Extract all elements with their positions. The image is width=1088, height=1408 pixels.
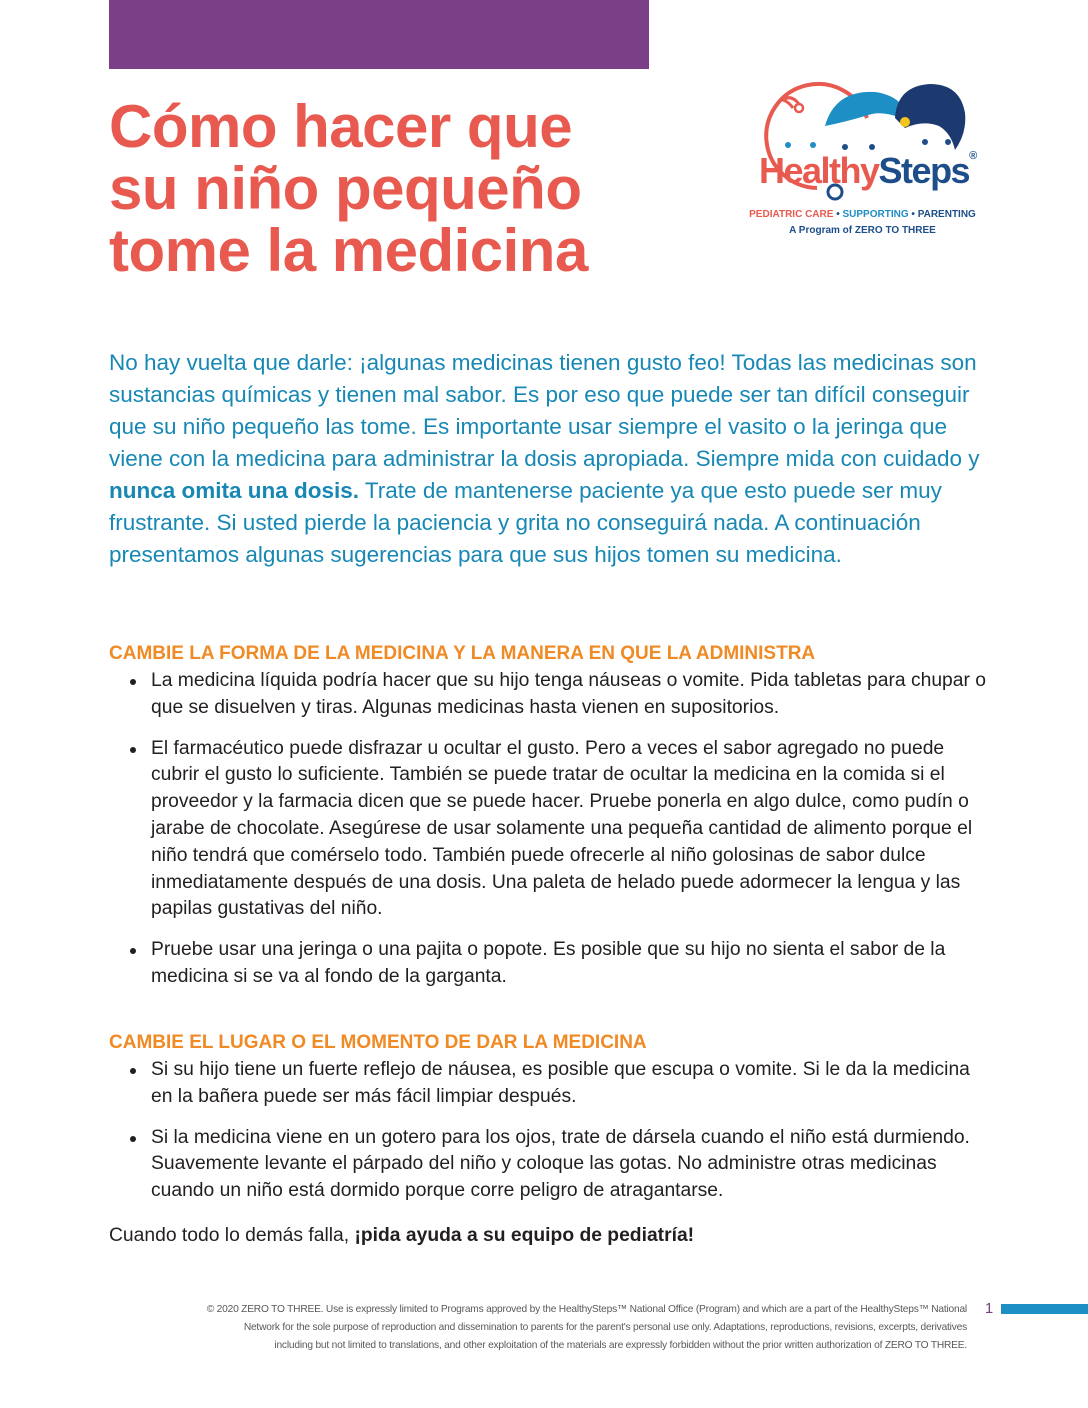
bullet-list	[109, 1057, 989, 1205]
section-heading: CAMBIE EL LUGAR O EL MOMENTO DE DAR LA MEDICINA	[109, 1032, 647, 1053]
closing-emphasis: ¡pida ayuda a su equipo de pediatría!	[354, 1225, 695, 1246]
closing-line	[109, 1222, 694, 1249]
logo-word-steps: Steps	[878, 150, 970, 191]
intro-emphasis: nunca omita una dosis.	[109, 478, 360, 503]
copyright-footer	[105, 1301, 967, 1355]
footer-line: Network for the sole purpose of reproduction and dissemination to parents for the parent's personal use only. Adaptations, reproductions, revisions, excerpts, derivatives	[243, 1322, 967, 1333]
closing-text: Cuando todo lo demás falla,	[109, 1225, 355, 1246]
list-item: Si su hijo tiene un fuerte reflejo de náusea, es posible que escupa o vomite. Si le da la medicina en la bañera puede ser más fácil limpiar después.	[109, 1057, 989, 1111]
tagline-pediatric-care: PEDIATRIC CARE	[749, 209, 834, 220]
title-line: su niño pequeño	[109, 155, 582, 222]
header-accent-bar	[109, 0, 649, 69]
registered-mark: ®	[969, 150, 976, 162]
logo-tagline	[735, 209, 990, 220]
intro-text: Trate de mantenerse paciente ya que esto puede ser muy frustrante. Si usted pierde la paciencia y grita no conseguirá nada. A continuación presentamos algunas sugerencias para que sus hijos tomen su medicina.	[109, 478, 942, 567]
tagline-supporting: SUPPORTING	[842, 209, 909, 220]
section-heading: CAMBIE LA FORMA DE LA MEDICINA Y LA MANERA EN QUE LA ADMINISTRA	[109, 643, 816, 664]
bullet-list	[109, 668, 989, 991]
intro-text: No hay vuelta que darle: ¡algunas medicinas tienen gusto feo! Todas las medicinas son sustancias químicas y tienen mal sabor. Es por eso que puede ser tan difícil conseguir que su niño pequeño las tome. Es importante usar siempre el vasito o la jeringa que viene con la medicina para administrar la dosis apropiada. Siempre mida con cuidado y	[109, 350, 980, 471]
page-accent-bar	[1001, 1304, 1088, 1314]
tagline-separator: •	[836, 209, 840, 220]
list-item: Si la medicina viene en un gotero para los ojos, trate de dársela cuando el niño está durmiendo. Suavemente levante el párpado del niño y coloque las gotas. No administre otras medicinas cuando un niño está dormido porque corre peligro de atragantarse.	[109, 1125, 989, 1205]
page-title	[109, 93, 669, 284]
title-line: Cómo hacer que	[109, 93, 573, 160]
list-item: El farmacéutico puede disfrazar u ocultar el gusto. Pero a veces el sabor agregado no puede cubrir el gusto lo suficiente. También se puede tratar de ocultar la medicina en la comida si el proveedor y la farmacia dicen que se puede hacer. Pruebe ponerla en algo dulce, como pudín o jarabe de chocolate. Asegúrese de usar solamente una pequeña cantidad de alimento porque el niño tendrá que comérselo todo. También puede ofrecerle al niño golosinas de sabor dulce inmediatamente después de una dosis. Una paleta de helado puede adormecer la lengua y las papilas gustativas del niño.	[109, 736, 989, 924]
logo-wordmark	[759, 150, 976, 192]
tagline-parenting: PARENTING	[917, 209, 976, 220]
footer-line: © 2020 ZERO TO THREE. Use is expressly limited to Programs approved by the HealthySteps™ National Office (Program) and which are a part of the HealthySteps™ National	[206, 1304, 967, 1315]
list-item: Pruebe usar una jeringa o una pajita o popote. Es posible que su hijo no sienta el sabor de la medicina si se va al fondo de la garganta.	[109, 937, 989, 991]
intro-paragraph	[109, 347, 989, 571]
footer-line: including but not limited to translations, and other exploitation of the materials are expressly forbidden without the prior written authorization of ZERO TO THREE.	[274, 1340, 967, 1351]
logo-program-line: A Program of ZERO TO THREE	[789, 225, 936, 236]
healthysteps-logo	[735, 78, 995, 243]
tagline-separator: •	[911, 209, 915, 220]
title-line: tome la medicina	[109, 217, 588, 284]
list-item: La medicina líquida podría hacer que su hijo tenga náuseas o vomite. Pida tabletas para chupar o que se disuelven y tiras. Algunas medicinas hasta vienen en supositorios.	[109, 668, 989, 722]
logo-word-healthy: Healthy	[759, 150, 879, 191]
page-number: 1	[984, 1300, 994, 1317]
